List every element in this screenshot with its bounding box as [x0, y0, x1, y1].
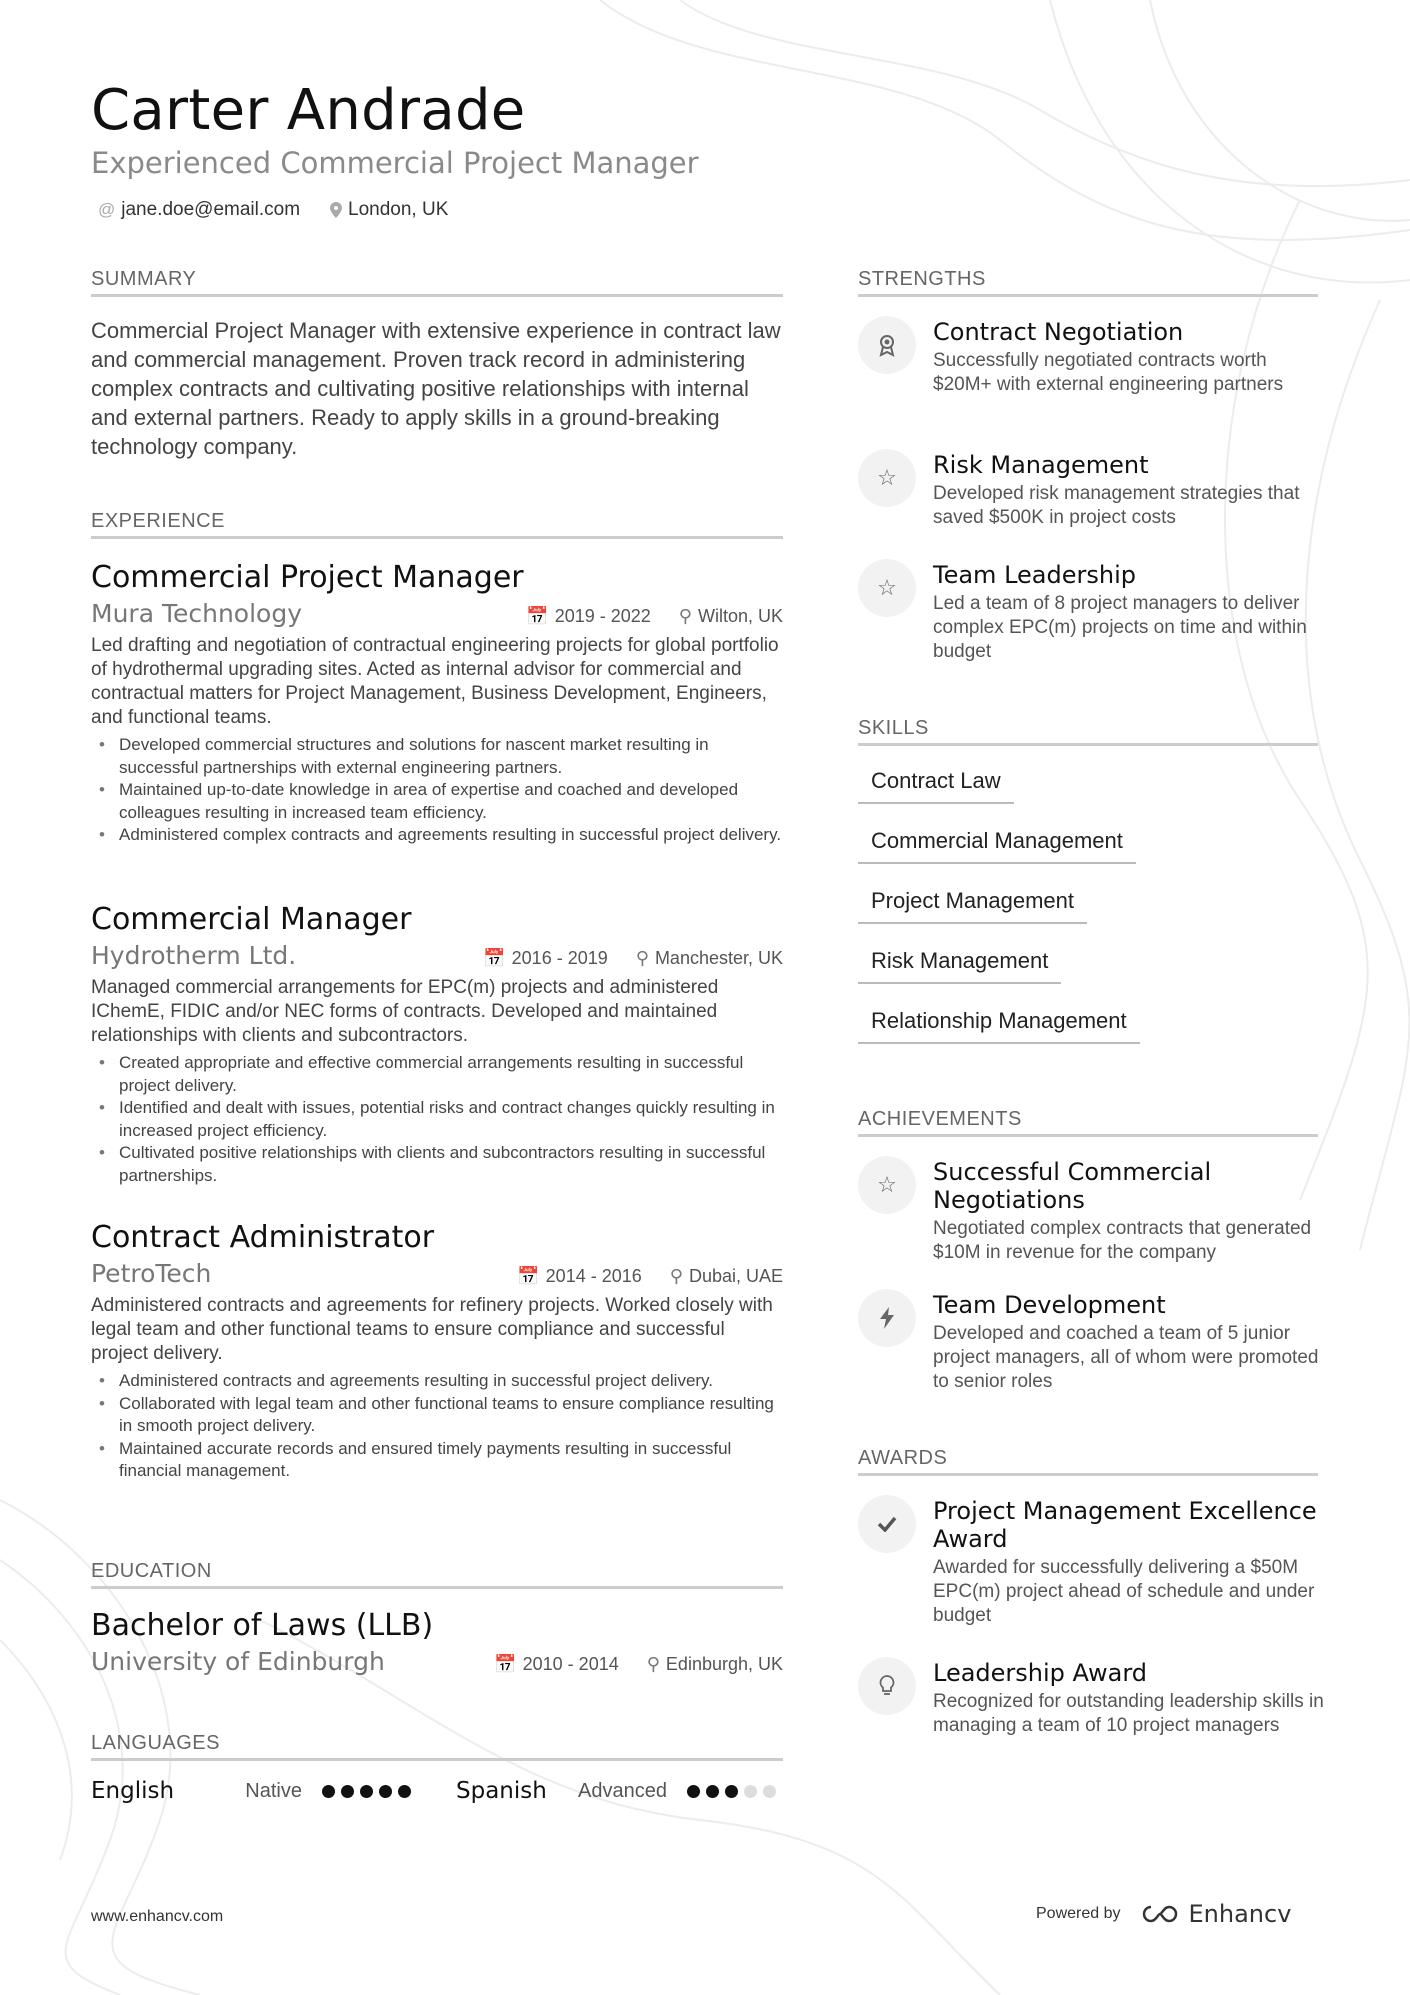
awards-heading: AWARDS — [858, 1447, 1318, 1476]
proficiency-dot — [379, 1785, 392, 1798]
degree: Bachelor of Laws (LLB) — [91, 1608, 434, 1643]
skill-tag: Contract Law — [858, 768, 1014, 804]
star-icon: ☆ — [858, 449, 916, 507]
achievement-desc: Negotiated complex contracts that generated $10M in revenue for the company — [933, 1218, 1312, 1263]
language-item — [91, 1778, 411, 1804]
proficiency-dots — [322, 1785, 411, 1798]
location-pin-icon: ⚲ — [669, 1266, 683, 1286]
location-text: London, UK — [348, 199, 449, 220]
bullet-item: • Developed commercial structures and solutions for nascent market resulting in successful partnerships with external engineering partners. — [119, 734, 783, 779]
education-entry — [91, 1608, 783, 1676]
calendar-icon: 📅 — [526, 606, 549, 626]
at-icon: @ — [98, 200, 116, 219]
contact-row — [98, 199, 448, 221]
location-pin-icon — [330, 202, 342, 218]
proficiency-dot — [322, 1785, 335, 1798]
proficiency-dots — [687, 1785, 776, 1798]
proficiency-dot — [706, 1785, 719, 1798]
job-title: Commercial Project Manager — [91, 560, 524, 595]
achievements-heading: ACHIEVEMENTS — [858, 1108, 1318, 1137]
job-location: Dubai, UAE — [688, 1266, 783, 1286]
skill-tag: Project Management — [858, 888, 1087, 924]
enhancv-logo-icon — [1137, 1903, 1183, 1925]
proficiency-dot — [687, 1785, 700, 1798]
skills-heading: SKILLS — [858, 717, 1318, 746]
calendar-icon: 📅 — [483, 948, 506, 968]
strength-item — [858, 451, 1328, 530]
candidate-title: Experienced Commercial Project Manager — [91, 146, 699, 180]
experience-entry — [91, 902, 783, 1187]
job-title: Commercial Manager — [91, 902, 412, 937]
job-title: Contract Administrator — [91, 1220, 435, 1255]
education-dates: 2010 - 2014 — [522, 1654, 619, 1674]
experience-entry — [91, 1220, 783, 1483]
company-name: PetroTech — [91, 1259, 212, 1288]
strength-title: Contract Negotiation — [933, 318, 1184, 346]
school-name: University of Edinburgh — [91, 1647, 385, 1676]
proficiency-dot — [725, 1785, 738, 1798]
enhancv-logo[interactable] — [1137, 1900, 1292, 1928]
achievement-title: Team Development — [933, 1291, 1166, 1319]
achievement-item — [858, 1291, 1328, 1394]
job-bullets — [91, 1052, 783, 1187]
location-pin-icon: ⚲ — [646, 1654, 660, 1674]
proficiency-dot — [763, 1785, 776, 1798]
lightning-icon — [858, 1289, 916, 1347]
job-description: Administered contracts and agreements for refinery projects. Worked closely with legal team and other functional teams to ensure compliance and successful project delivery. — [91, 1295, 773, 1364]
job-location: Manchester, UK — [654, 948, 783, 968]
powered-by — [1036, 1900, 1291, 1928]
bullet-item: • Cultivated positive relationships with clients and subcontractors resulting in successful partnerships. — [119, 1142, 783, 1187]
checkmark-icon — [858, 1495, 916, 1553]
bullet-item: • Collaborated with legal team and other functional teams to ensure compliance resulting in smooth project delivery. — [119, 1393, 783, 1438]
language-level: Advanced — [578, 1779, 667, 1802]
skill-tag: Relationship Management — [858, 1008, 1140, 1044]
award-item — [858, 1659, 1328, 1738]
language-name: English — [91, 1778, 175, 1804]
proficiency-dot — [341, 1785, 354, 1798]
job-bullets — [91, 734, 783, 847]
proficiency-dot — [398, 1785, 411, 1798]
job-dates: 2014 - 2016 — [545, 1266, 642, 1286]
job-bullets — [91, 1370, 783, 1483]
website-link[interactable]: www.enhancv.com — [91, 1908, 224, 1925]
email-contact[interactable] — [98, 199, 300, 221]
strength-desc: Led a team of 8 project managers to deliver complex EPC(m) projects on time and within budget — [933, 593, 1307, 662]
proficiency-dot — [744, 1785, 757, 1798]
bullet-item: • Maintained up-to-date knowledge in area of expertise and coached and developed colleagues resulting in increased team efficiency. — [119, 779, 783, 824]
job-location: Wilton, UK — [697, 606, 783, 626]
proficiency-dot — [360, 1785, 373, 1798]
location-contact — [330, 199, 448, 221]
achievement-item — [858, 1158, 1328, 1265]
award-ribbon-icon — [858, 316, 916, 374]
strength-desc: Developed risk management strategies that saved $500K in project costs — [933, 483, 1300, 528]
bullet-item: • Administered contracts and agreements resulting in successful project delivery. — [119, 1370, 783, 1393]
job-description: Managed commercial arrangements for EPC(m) projects and administered IChemE, FIDIC and/or NEC forms of contracts. Developed and maintained relationships with clients and subcontractors. — [91, 977, 719, 1046]
languages-heading: LANGUAGES — [91, 1732, 783, 1761]
summary-text: Commercial Project Manager with extensive experience in contract law and commercial management. Proven track record in administering complex contracts and cultivating positive relationships with internal and external partners. Ready to apply skills in a ground-breaking technology company. — [91, 318, 781, 459]
job-dates: 2016 - 2019 — [511, 948, 608, 968]
bullet-item: • Maintained accurate records and ensured timely payments resulting in successful financial management. — [119, 1438, 783, 1483]
star-icon: ☆ — [858, 559, 916, 617]
strength-title: Risk Management — [933, 451, 1149, 479]
candidate-name: Carter Andrade — [91, 78, 526, 143]
job-dates: 2019 - 2022 — [554, 606, 651, 626]
strength-item — [858, 318, 1328, 397]
calendar-icon: 📅 — [517, 1266, 540, 1286]
education-heading: EDUCATION — [91, 1560, 783, 1589]
powered-by-label: Powered by — [1036, 1905, 1121, 1922]
lightbulb-icon — [858, 1657, 916, 1715]
achievement-desc: Developed and coached a team of 5 junior project managers, all of whom were promoted to senior roles — [933, 1323, 1319, 1392]
strength-title: Team Leadership — [933, 561, 1136, 589]
award-title: Leadership Award — [933, 1659, 1147, 1687]
bullet-item: • Created appropriate and effective commercial arrangements resulting in successful project delivery. — [119, 1052, 783, 1097]
calendar-icon: 📅 — [494, 1654, 517, 1674]
strength-item — [858, 561, 1328, 664]
company-name: Hydrotherm Ltd. — [91, 941, 297, 970]
award-desc: Awarded for successfully delivering a $50M EPC(m) project ahead of schedule and under budget — [933, 1557, 1315, 1626]
award-desc: Recognized for outstanding leadership skills in managing a team of 10 project managers — [933, 1691, 1324, 1736]
summary-heading: SUMMARY — [91, 268, 783, 297]
language-level: Native — [245, 1779, 302, 1802]
email-text: jane.doe@email.com — [121, 199, 301, 220]
bullet-item: • Administered complex contracts and agreements resulting in successful project delivery. — [119, 824, 783, 847]
bullet-item: • Identified and dealt with issues, potential risks and contract changes quickly resulting in increased project efficiency. — [119, 1097, 783, 1142]
experience-heading: EXPERIENCE — [91, 510, 783, 539]
company-name: Mura Technology — [91, 599, 302, 628]
skills-list — [858, 768, 1140, 1068]
star-icon: ☆ — [858, 1156, 916, 1214]
education-location: Edinburgh, UK — [665, 1654, 783, 1674]
skill-tag: Risk Management — [858, 948, 1061, 984]
language-name: Spanish — [456, 1778, 547, 1804]
languages-row — [91, 1778, 783, 1804]
job-description: Led drafting and negotiation of contractual engineering projects for global portfolio of hydrothermal upgrading sites. Acted as internal advisor for commercial and contractual matters for Project Management, Business Development, Engineers, and functional teams. — [91, 635, 779, 728]
brand-name: Enhancv — [1188, 1900, 1292, 1928]
strengths-heading: STRENGTHS — [858, 268, 1318, 297]
location-pin-icon: ⚲ — [678, 606, 692, 626]
award-title: Project Management Excellence Award — [933, 1497, 1317, 1553]
location-pin-icon: ⚲ — [635, 948, 649, 968]
experience-entry — [91, 560, 783, 847]
strength-desc: Successfully negotiated contracts worth $20M+ with external engineering partners — [933, 350, 1284, 395]
award-item — [858, 1497, 1328, 1628]
skill-tag: Commercial Management — [858, 828, 1136, 864]
language-item — [456, 1778, 776, 1804]
achievement-title: Successful Commercial Negotiations — [933, 1158, 1212, 1214]
